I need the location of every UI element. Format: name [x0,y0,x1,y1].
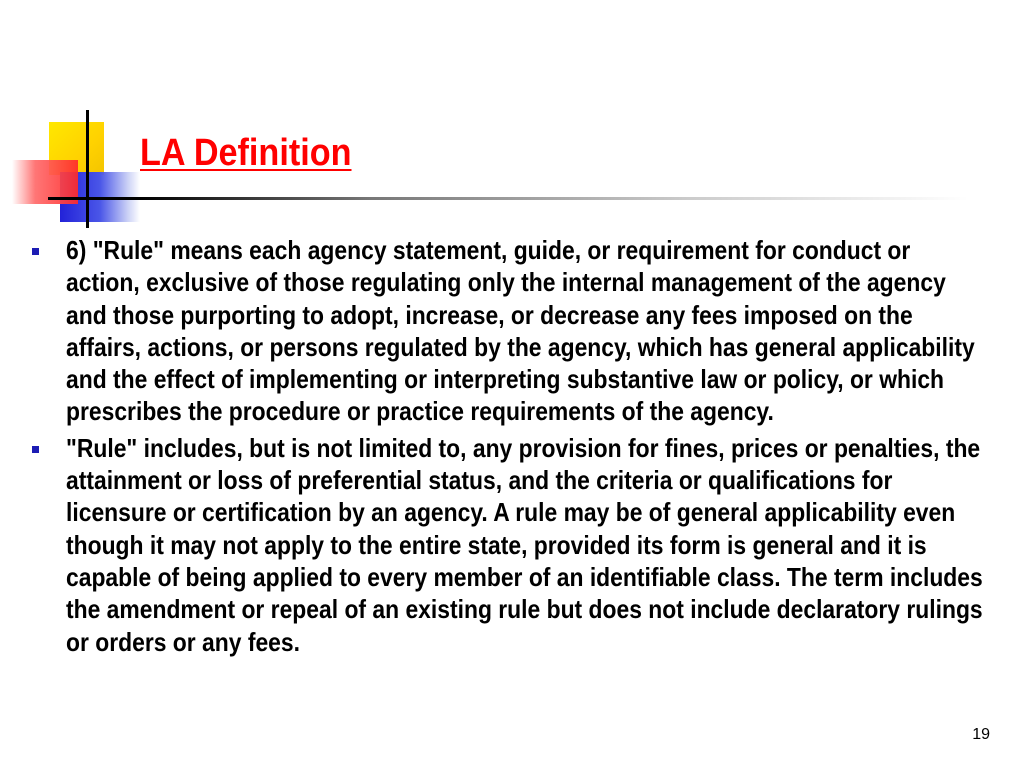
slide-title: LA Definition [140,132,352,174]
bullet-text: 6) "Rule" means each agency statement, guide, or requirement for conduct or action, exclusive of those regulating only the internal management of the agency and those purporting to adopt, increase, or decrease any fees imposed on the affairs, actions, or persons regulated by the agency, which has general applicability and the effect of implementing or interpreting substantive law or policy, or which prescribes the procedure or practice requirements of the agency. [66,235,975,427]
square-bullet-icon [32,248,39,255]
bullet-text: "Rule" includes, but is not limited to, any provision for fines, prices or penalties, the attainment or loss of preferential status, and the criteria or qualifications for licensure or certification by an agency. A rule may be of general applicability even though it may not apply to the entire state, provided its form is general and it is capable of being applied to every member of an identifiable class. The term includes the amendment or repeal of an existing rule but does not include declaratory rulings or orders or any fees. [66,432,983,657]
page-number: 19 [972,726,990,743]
square-bullet-icon [32,446,39,453]
vertical-rule [86,110,89,228]
list-item [30,234,996,428]
list-item [30,432,996,658]
bullet-list [30,234,996,662]
title-underline-rule [48,197,968,200]
decorative-logo-blocks [0,0,160,240]
